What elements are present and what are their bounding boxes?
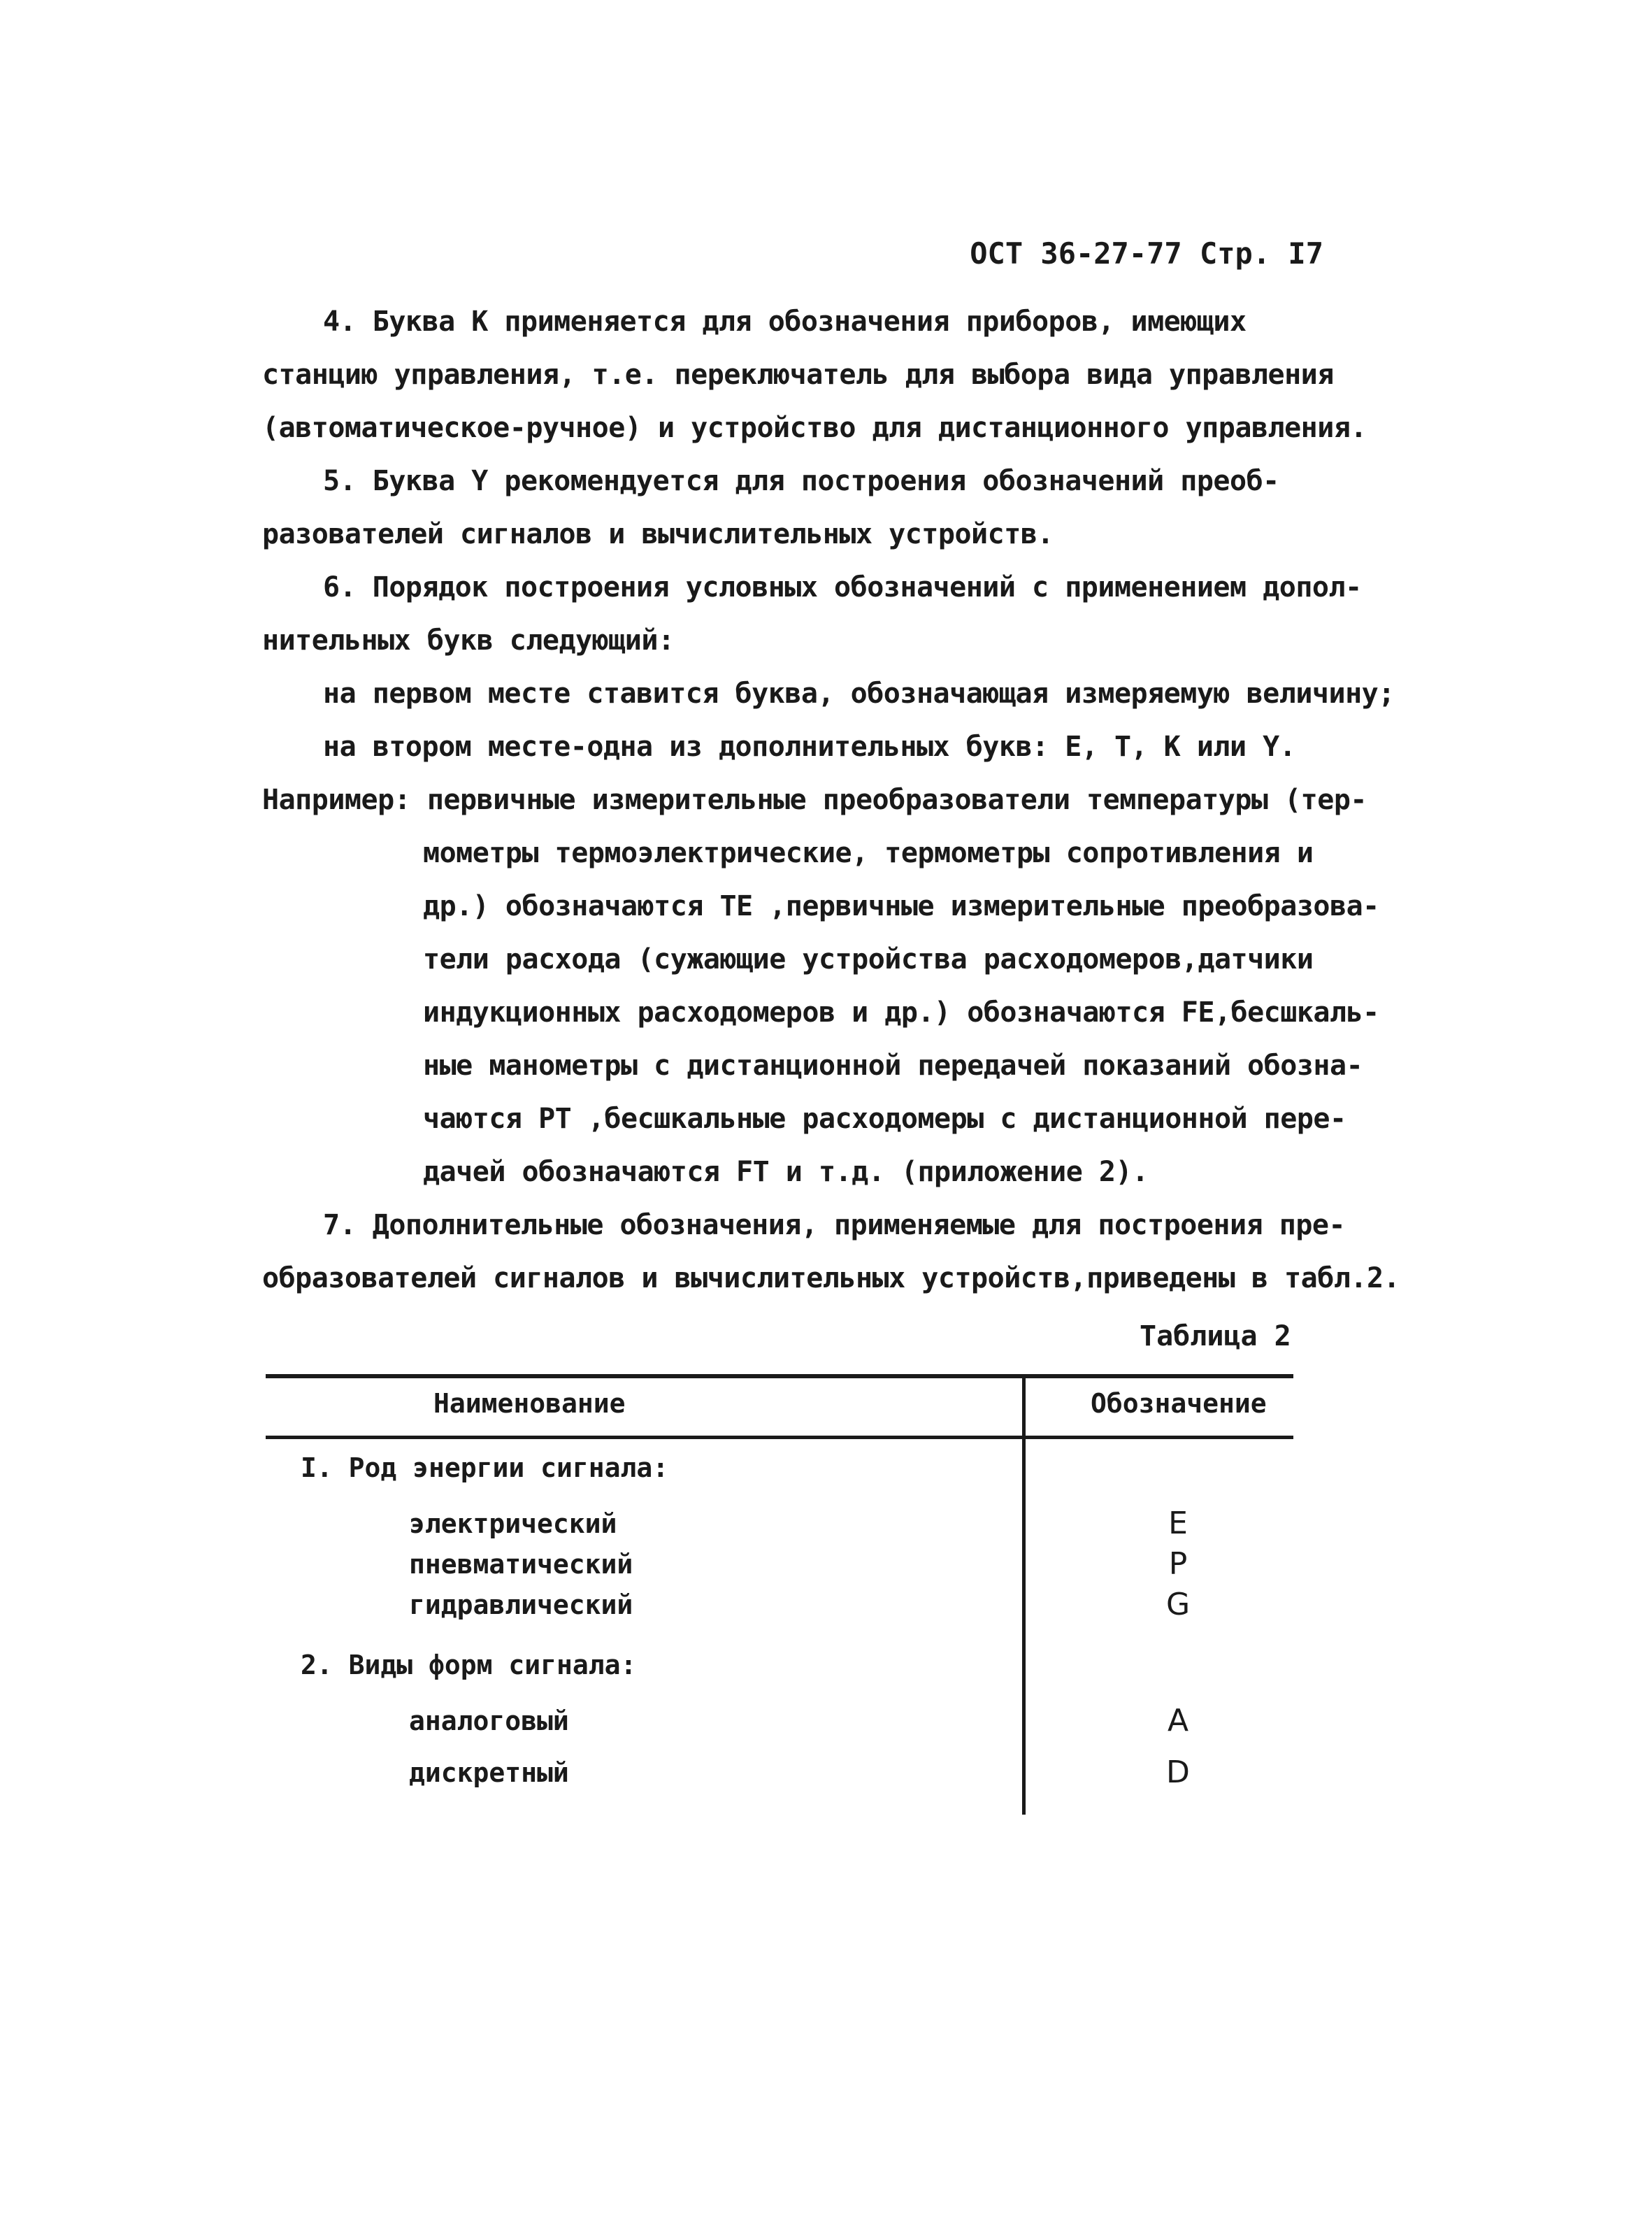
table-row-name: дискретный	[409, 1757, 569, 1788]
paragraph-line: др.) обозначаются TE ,первичные измерительные преобразова-	[423, 890, 1379, 922]
table-section-title: I. Род энергии сигнала:	[301, 1452, 669, 1483]
table-row-name: гидравлический	[409, 1589, 633, 1620]
paragraph-line: 7. Дополнительные обозначения, применяемые для построения пре-	[323, 1209, 1346, 1241]
paragraph-line: индукционных расходомеров и др.) обозначаются FE,бесшкаль-	[423, 996, 1379, 1029]
table-row-code: A	[1167, 1703, 1189, 1738]
table-row-code: P	[1168, 1546, 1188, 1582]
paragraph-line: чаются PT ,бесшкальные расходомеры с дистанционной пере-	[423, 1103, 1346, 1135]
paragraph-line: станцию управления, т.е. переключатель для выбора вида управления	[262, 359, 1334, 391]
paragraph-line: разователей сигналов и вычислительных устройств.	[262, 518, 1054, 550]
paragraph-line: нительных букв следующий:	[262, 624, 675, 657]
table-row-code: D	[1166, 1754, 1190, 1790]
paragraph-line: (автоматическое-ручное) и устройство для дистанционного управления.	[262, 412, 1367, 444]
paragraph-line: ные манометры с дистанционной передачей показаний обозна-	[423, 1050, 1363, 1082]
table-header-name: Наименование	[433, 1388, 626, 1419]
paragraph-line: дачей обозначаются FT и т.д. (приложение 2).	[423, 1156, 1149, 1188]
paragraph-line: тели расхода (сужающие устройства расходомеров,датчики	[423, 943, 1314, 975]
paragraph-line: Например: первичные измерительные преобразователи температуры (тер-	[262, 784, 1367, 816]
table-header-rule	[266, 1436, 1293, 1439]
table-row-name: электрический	[409, 1508, 617, 1539]
paragraph-line: 6. Порядок построения условных обозначений с применением допол-	[323, 571, 1362, 603]
table-column-divider	[1022, 1374, 1026, 1815]
paragraph-line: на первом месте ставится буква, обозначающая измеряемую величину;	[323, 678, 1395, 710]
page-header: ОСТ 36-27-77 Стр. I7	[970, 236, 1323, 271]
table-caption: Таблица 2	[1140, 1320, 1291, 1352]
table-header-code: Обозначение	[1091, 1388, 1267, 1419]
paragraph-line: 5. Буква Y рекомендуется для построения обозначений преоб-	[323, 465, 1279, 497]
table-section-title: 2. Виды форм сигнала:	[301, 1650, 637, 1680]
paragraph-line: на втором месте-одна из дополнительных букв: E, T, K или Y.	[323, 731, 1296, 763]
table-row-name: аналоговый	[409, 1706, 569, 1736]
table-row-code: G	[1165, 1587, 1191, 1622]
paragraph-line: 4. Буква K применяется для обозначения приборов, имеющих	[323, 306, 1247, 338]
table-top-rule	[266, 1374, 1293, 1378]
paragraph-line: образователей сигналов и вычислительных устройств,приведены в табл.2.	[262, 1262, 1400, 1294]
table-row-code: E	[1168, 1506, 1188, 1541]
table-row-name: пневматический	[409, 1549, 633, 1580]
paragraph-line: мометры термоэлектрические, термометры сопротивления и	[423, 837, 1314, 869]
